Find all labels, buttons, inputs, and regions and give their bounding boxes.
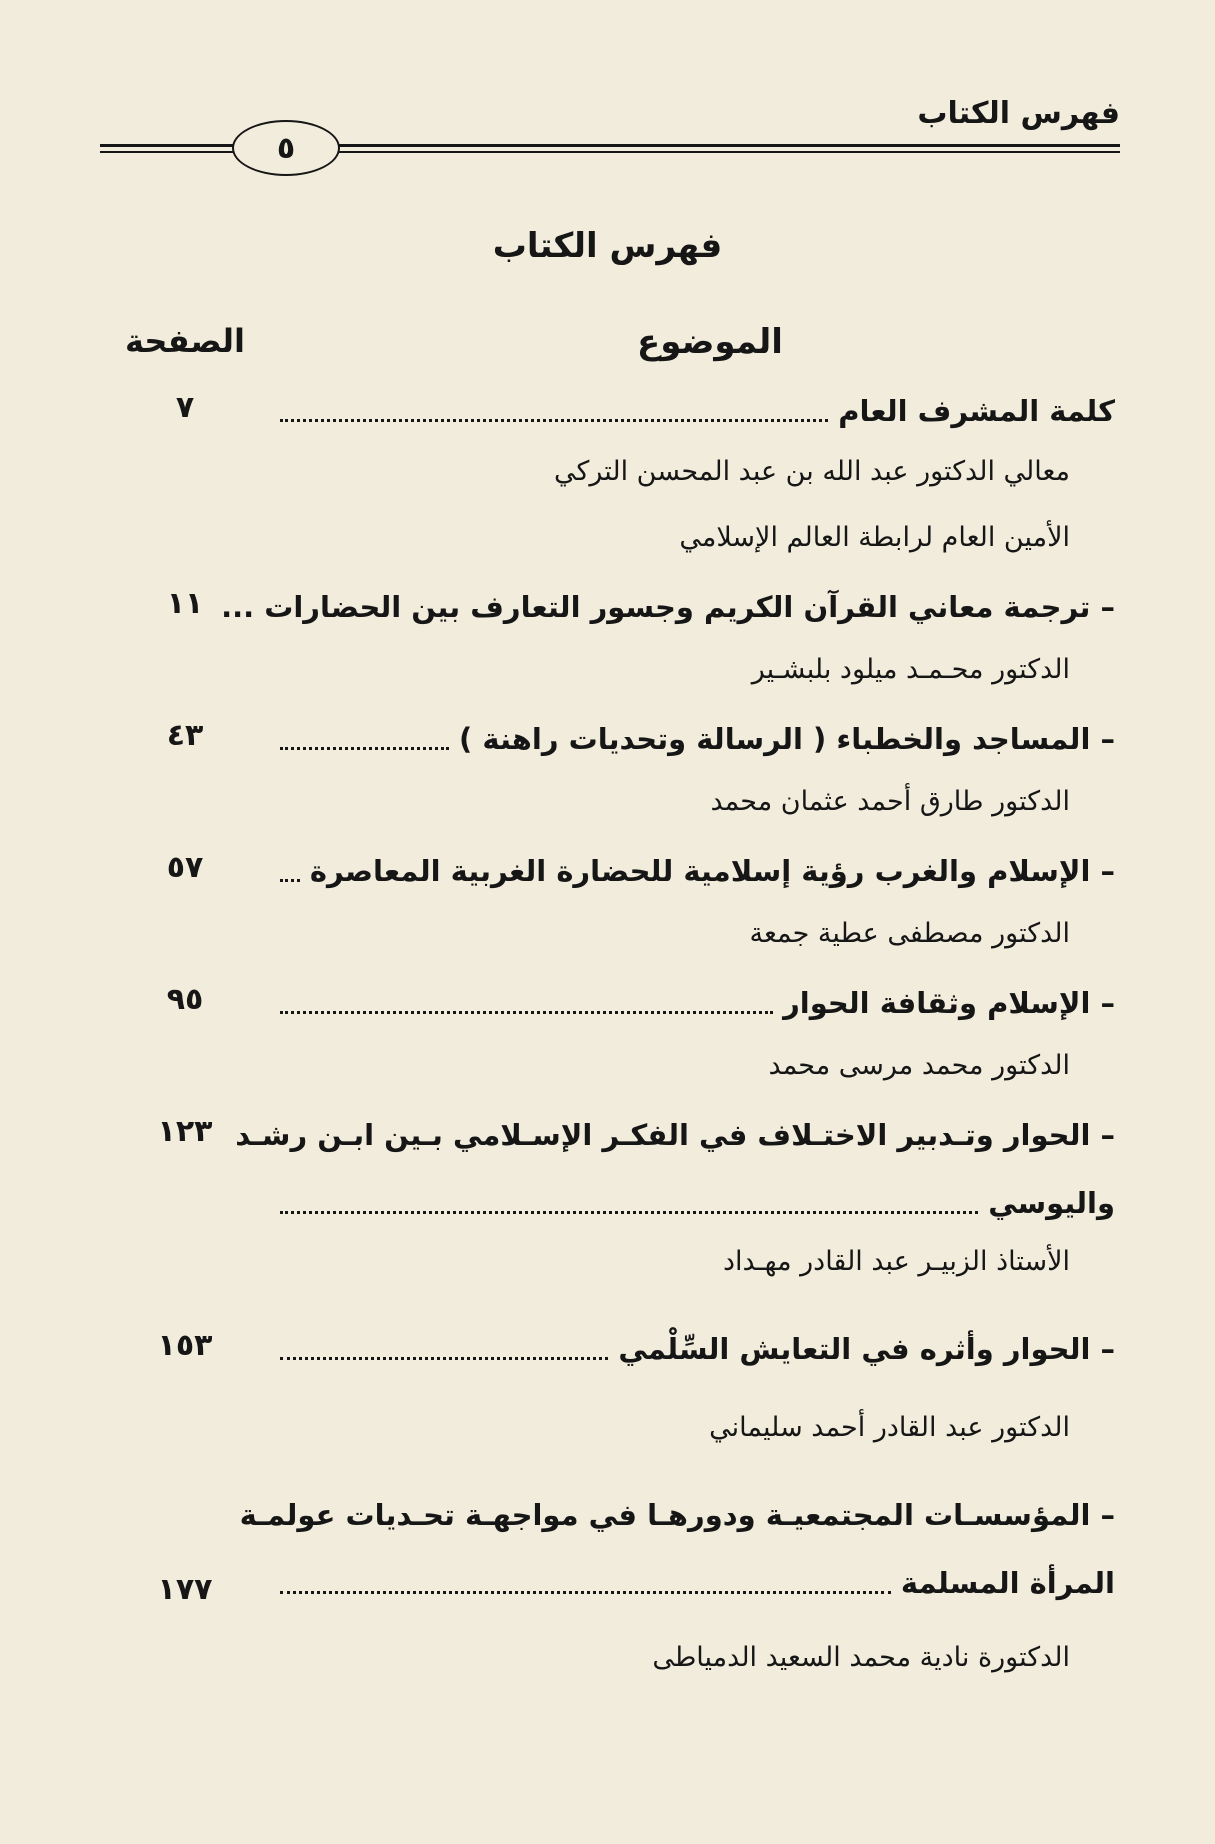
toc-entry-author: معالي الدكتور عبد الله بن عبد المحسن التركي bbox=[553, 456, 1070, 487]
toc-entry[interactable] bbox=[270, 1322, 1115, 1376]
page-number: ٥ bbox=[276, 130, 296, 166]
toc-entry-author: الأستاذ الزبيـر عبد القادر مهـداد bbox=[723, 1246, 1070, 1277]
dot-leader bbox=[280, 1211, 978, 1214]
toc-entry-author-role: الأمين العام لرابطة العالم الإسلامي bbox=[679, 522, 1070, 553]
toc-entry-title: – الحوار وتـدبير الاختـلاف في الفكـر الإسـلامي بـين ابـن رشـد bbox=[235, 1118, 1115, 1152]
dot-leader bbox=[280, 747, 449, 750]
toc-entry-title: – الحوار وأثره في التعايش السِّلْمي bbox=[618, 1332, 1115, 1366]
toc-entry-page: ١٢٣ bbox=[157, 1114, 213, 1149]
toc-entry[interactable] bbox=[239, 1488, 1115, 1542]
toc-entry[interactable] bbox=[235, 1108, 1115, 1162]
toc-entry-title: – المؤسسـات المجتمعيـة ودورهـا في مواجهـة تحـديات عولمـة bbox=[239, 1498, 1115, 1532]
dot-leader bbox=[280, 1357, 608, 1360]
toc-title: فهرس الكتاب bbox=[492, 226, 723, 266]
toc-entry-page: ٧ bbox=[175, 390, 195, 425]
dot-leader bbox=[280, 879, 300, 882]
toc-entry-title-line2: المرأة المسلمة bbox=[900, 1566, 1115, 1600]
toc-entry-author: الدكتور عبد القادر أحمد سليماني bbox=[709, 1412, 1070, 1443]
dot-leader bbox=[280, 1011, 773, 1014]
column-header-subject: الموضوع bbox=[637, 322, 783, 362]
dot-leader bbox=[280, 1591, 891, 1594]
dot-leader bbox=[280, 419, 828, 422]
toc-entry-title-line2: واليوسي bbox=[988, 1186, 1115, 1220]
toc-entry-page: ٩٥ bbox=[166, 982, 204, 1017]
column-header-page: الصفحة bbox=[124, 322, 245, 360]
toc-entry[interactable] bbox=[270, 976, 1115, 1030]
toc-entry-page: ١٥٣ bbox=[157, 1328, 213, 1363]
toc-entry-title: – المساجد والخطباء ( الرسالة وتحديات راهنة ) bbox=[459, 722, 1115, 756]
toc-entry-continuation[interactable] bbox=[270, 1176, 1115, 1230]
toc-entry-title: – ترجمة معاني القرآن الكريم وجسور التعارف بين الحضارات ... bbox=[221, 590, 1115, 624]
toc-entry-continuation[interactable] bbox=[270, 1556, 1115, 1610]
toc-entry[interactable] bbox=[221, 580, 1115, 634]
toc-entry-author: الدكتورة نادية محمد السعيد الدمياطى bbox=[652, 1642, 1070, 1673]
toc-entry-author: الدكتور محـمـد ميلود بلبشـير bbox=[751, 654, 1070, 685]
toc-entry-author: الدكتور محمد مرسى محمد bbox=[768, 1050, 1070, 1081]
toc-entry-page: ١١ bbox=[166, 586, 204, 621]
toc-entry-title: – الإسلام وثقافة الحوار bbox=[783, 986, 1115, 1020]
toc-entry[interactable] bbox=[270, 844, 1115, 898]
toc-entry-title: كلمة المشرف العام bbox=[838, 394, 1115, 428]
running-title: فهرس الكتاب bbox=[917, 96, 1120, 131]
toc-entry-page: ٤٣ bbox=[166, 718, 204, 753]
toc-entry-author: الدكتور طارق أحمد عثمان محمد bbox=[710, 786, 1070, 817]
toc-entry-page: ١٧٧ bbox=[157, 1572, 213, 1607]
toc-entry-title: – الإسلام والغرب رؤية إسلامية للحضارة الغربية المعاصرة bbox=[309, 854, 1115, 888]
toc-entry-page: ٥٧ bbox=[166, 850, 204, 885]
toc-entry-author: الدكتور مصطفى عطية جمعة bbox=[749, 918, 1070, 949]
toc-entry[interactable] bbox=[270, 712, 1115, 766]
toc-entry[interactable] bbox=[270, 384, 1115, 438]
